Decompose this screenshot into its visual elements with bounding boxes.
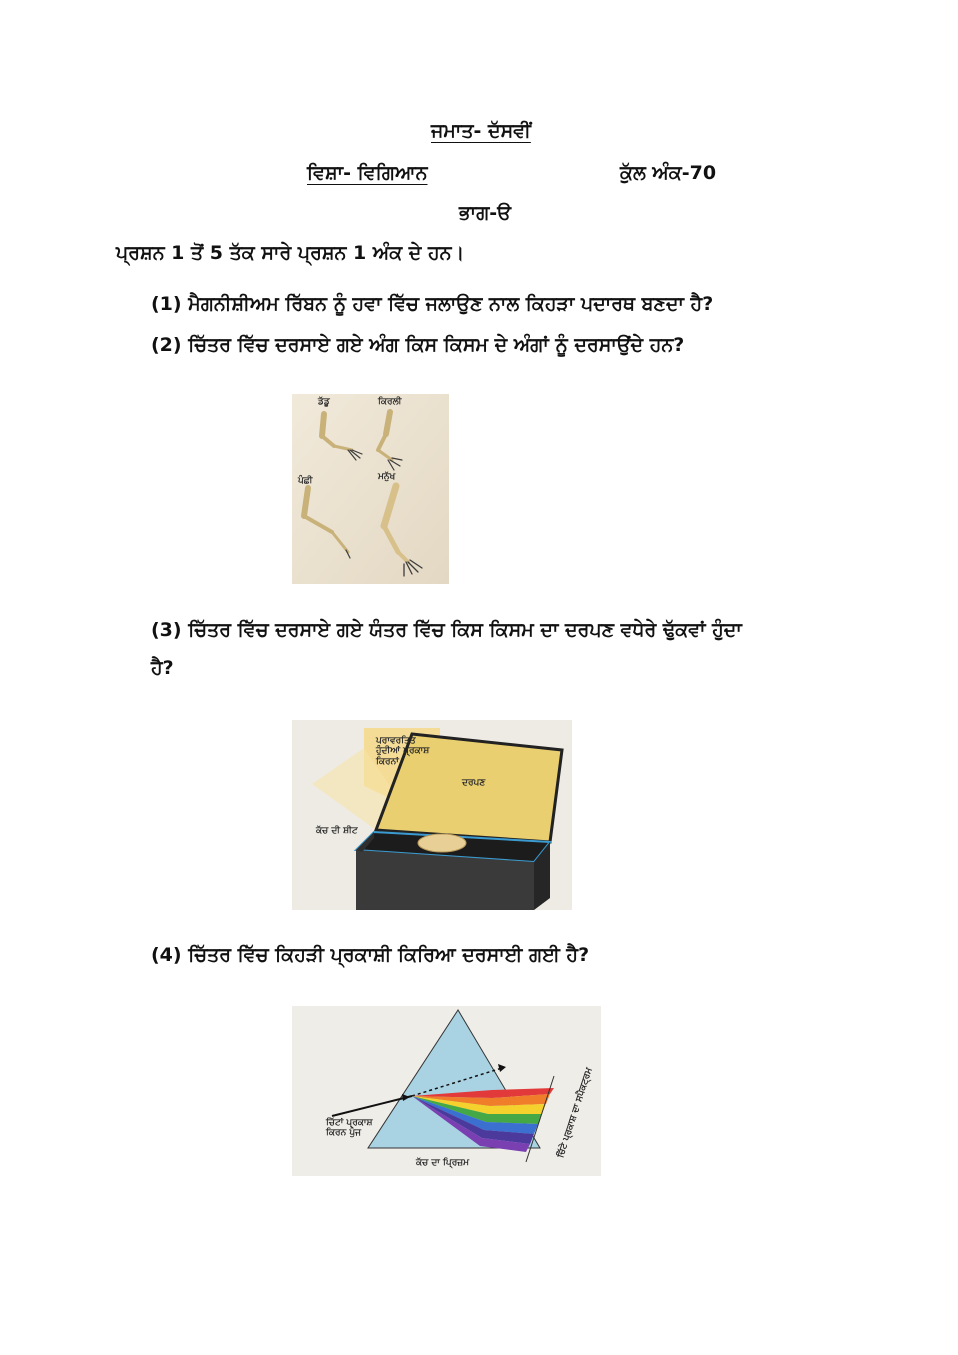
glass-sheet-label: ਕੱਚ ਦੀ ਸ਼ੀਟ [316,826,358,836]
question-4: (4) ਚਿੱਤਰ ਵਿੱਚ ਕਿਹੜੀ ਪ੍ਰਕਾਸ਼ੀ ਕਿਰਿਆ ਦਰਸਾਈ ਗਈ ਹੈ? [151,944,590,966]
subject-title: ਵਿਸ਼ਾ- ਵਿਗਿਆਨ [307,162,428,184]
prism-illustration [292,1006,601,1176]
frog-label: ਡੱਡੂ [318,397,330,407]
human-label: ਮਨੁੱਖ [378,472,396,482]
limbs-illustration [292,394,449,584]
instruction-text: ਪ੍ਰਸ਼ਨ 1 ਤੋਂ 5 ਤੱਕ ਸਾਰੇ ਪ੍ਰਸ਼ਨ 1 ਅੰਕ ਦੇ ਹਨ। [116,242,465,264]
reflected-rays-label: ਪਰਾਵਰਤਿਤ ਹੁੰਦੀਆਂ ਪ੍ਰਕਾਸ਼ ਕਿਰਨਾਂ [376,736,430,767]
spectrum-label: ਚਿੱਟੇ ਪ੍ਰਕਾਸ਼ ਦਾ ਸਪੈਕਟ੍ਰਮ [556,1066,595,1160]
section-title: ਭਾਗ-ੳ [459,202,511,224]
question-3-line2: ਹੈ? [151,657,174,679]
question-3: (3) ਚਿੱਤਰ ਵਿੱਚ ਦਰਸਾਏ ਗਏ ਯੰਤਰ ਵਿੱਚ ਕਿਸ ਕਿਸਮ ਦਾ ਦਰਪਣ ਵਧੇਰੇ ਢੁੱਕਵਾਂ ਹੁੰਦਾ [151,619,742,641]
mirror-label: ਦਰਪਣ [462,778,486,788]
solar-cooker-figure [292,720,572,910]
limbs-figure [292,394,449,584]
class-title: ਜਮਾਤ- ਦੱਸਵੀਂ [431,120,531,142]
question-2: (2) ਚਿੱਤਰ ਵਿੱਚ ਦਰਸਾਏ ਗਏ ਅੰਗ ਕਿਸ ਕਿਸਮ ਦੇ ਅੰਗਾਂ ਨੂੰ ਦਰਸਾਉਂਦੇ ਹਨ? [151,334,685,356]
lizard-label: ਕਿਰਲੀ [378,397,402,407]
total-marks: ਕੁੱਲ ਅੰਕ-70 [620,162,717,184]
glass-prism-label: ਕੱਚ ਦਾ ਪ੍ਰਿਜ਼ਮ [416,1158,470,1168]
question-1: (1) ਮੈਗਨੀਸ਼ੀਅਮ ਰਿੱਬਨ ਨੂੰ ਹਵਾ ਵਿੱਚ ਜਲਾਉਣ ਨਾਲ ਕਿਹੜਾ ਪਦਾਰਥ ਬਣਦਾ ਹੈ? [151,293,714,315]
white-light-label: ਚਿੱਟਾਂ ਪ੍ਰਕਾਸ਼ ਕਿਰਨ ਪੁੰਜ [326,1118,373,1139]
bird-label: ਪੰਛੀ [298,476,313,486]
prism-figure [292,1006,601,1176]
